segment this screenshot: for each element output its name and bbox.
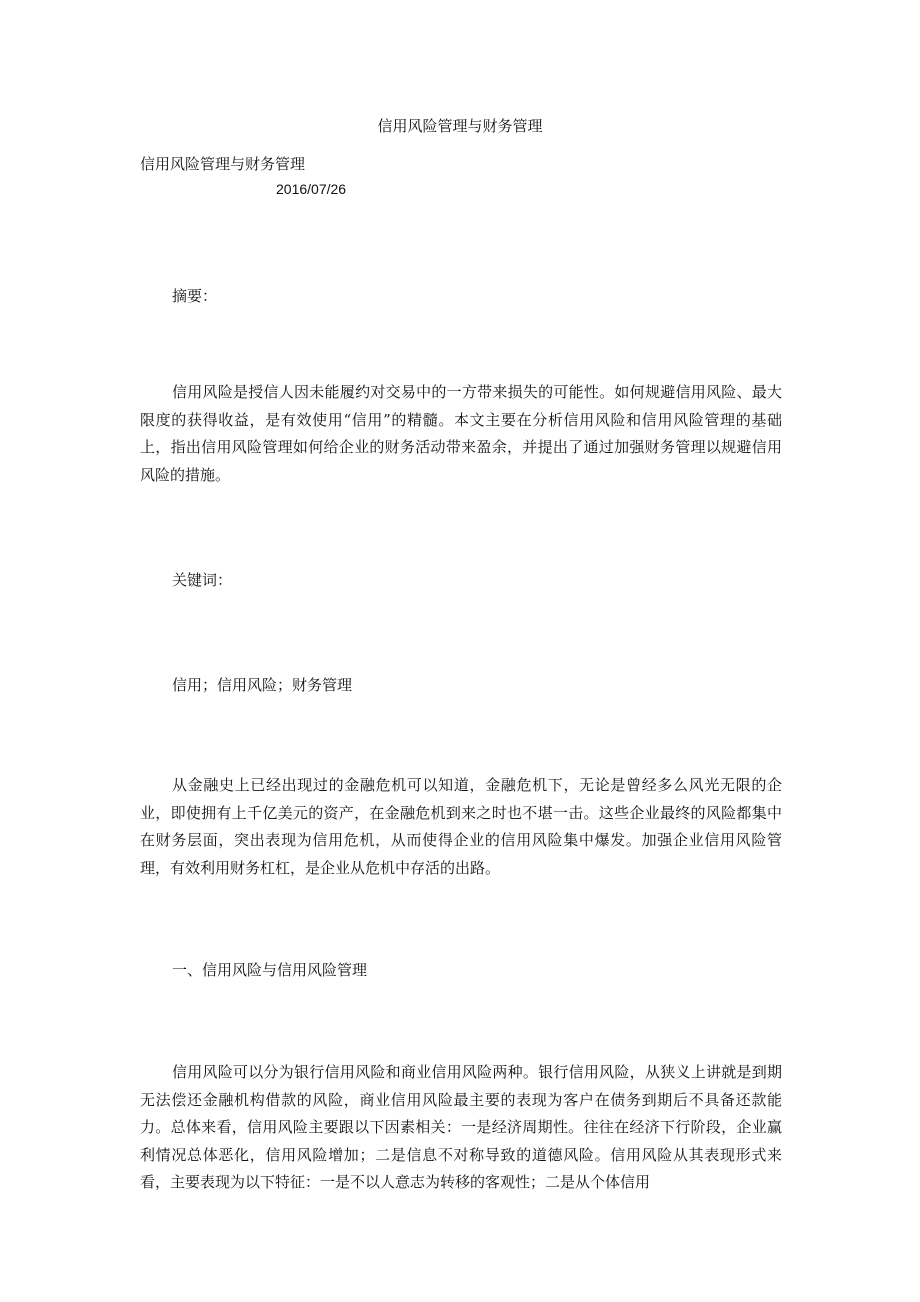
abstract-paragraph: 信用风险是授信人因未能履约对交易中的一方带来损失的可能性。如何规避信用风险、最大限度的获得收益，是有效使用“信用”的精髓。本文主要在分析信用风险和信用风险管理的基础上，指出信用风险管理如何给企业的财务活动带来盈余，并提出了通过加强财务管理以规避信用风险的措施。 [140, 383, 782, 484]
section-heading-1: 一、信用风险与信用风险管理 [172, 961, 368, 979]
keywords-label: 关键词： [172, 571, 233, 589]
keywords-values: 信用；信用风险；财务管理 [172, 676, 353, 694]
intro-paragraph: 从金融史上已经出现过的金融危机可以知道，金融危机下，无论是曾经多么风光无限的企业，即使拥有上千亿美元的资产，在金融危机到来之时也不堪一击。这些企业最终的风险都集中在财务层面，突出表现为信用危机，从而使得企业的信用风险集中爆发。加强企业信用风险管理，有效利用财务杠杠，是企业从危机中存活的出路。 [140, 776, 782, 877]
abstract-label: 摘要： [172, 287, 218, 305]
section-1-paragraph: 信用风险可以分为银行信用风险和商业信用风险两种。银行信用风险，从狭义上讲就是到期无法偿还金融机构借款的风险，商业信用风险最主要的表现为客户在债务到期后不具备还款能力。总体来看，信用风险主要跟以下因素相关：一是经济周期性。往往在经济下行阶段，企业赢利情况总体恶化，信用风险增加；二是信息不对称导致的道德风险。信用风险从其表现形式来看，主要表现为以下特征：一是不以人意志为转移的客观性；二是从个体信用 [140, 1063, 782, 1191]
publish-date: 2016/07/26 [276, 181, 347, 197]
document-title: 信用风险管理与财务管理 [377, 117, 543, 135]
document-subtitle: 信用风险管理与财务管理 [140, 155, 306, 173]
